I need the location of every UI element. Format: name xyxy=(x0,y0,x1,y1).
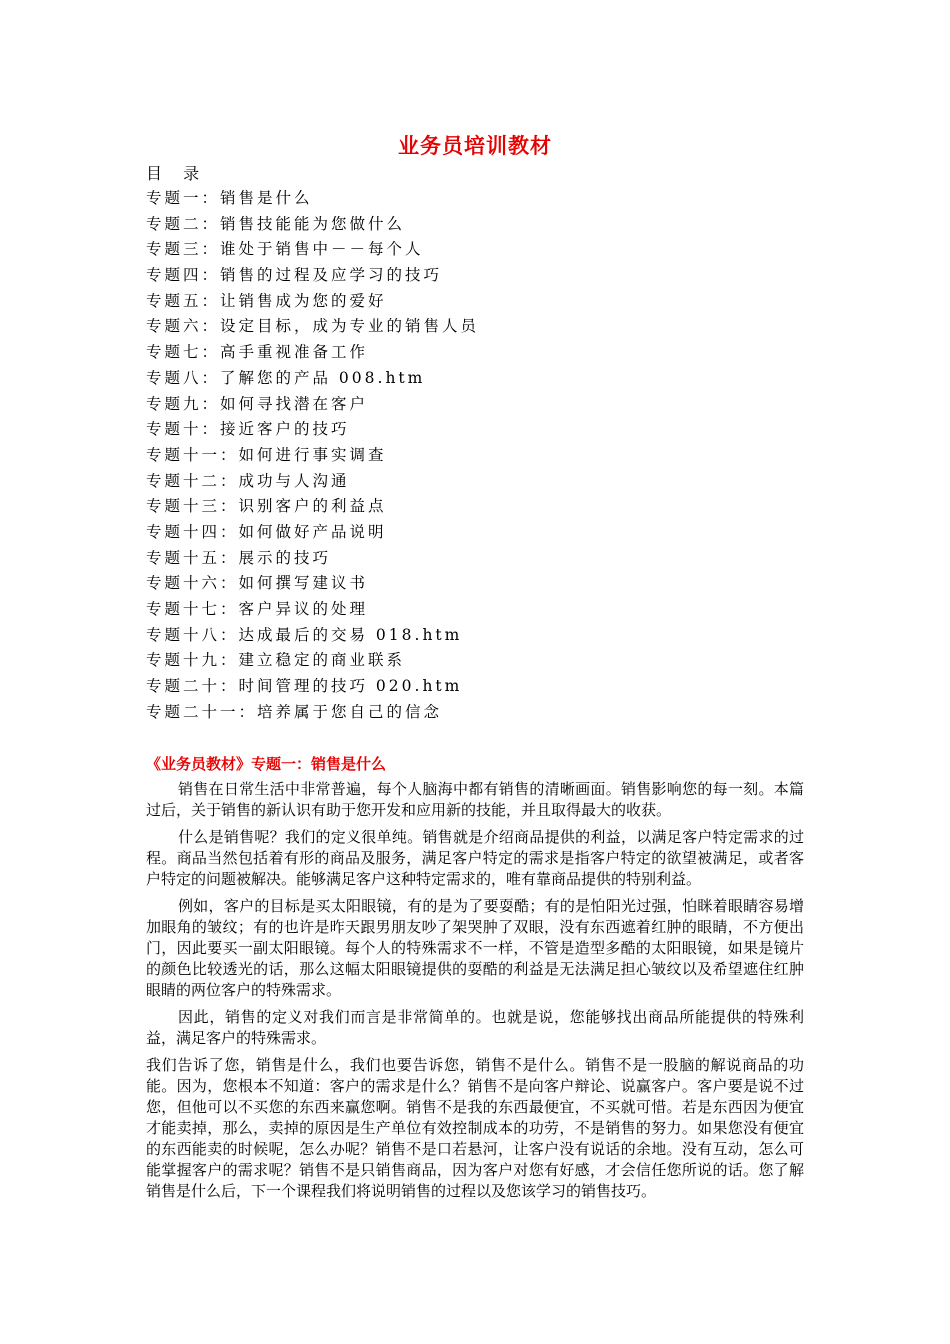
body-paragraph: 例如，客户的目标是买太阳眼镜，有的是为了要耍酷；有的是怕阳光过强，怕眯着眼睛容易增加眼角的皱纹；有的也许是昨天跟男朋友吵了架哭肿了双眼，没有东西遮着红肿的眼睛，不方便出门，因此要买一副太阳眼镜。每个人的特殊需求不一样，不管是造型多酷的太阳眼镜，如果是镜片的颜色比较透光的话，那么这幅太阳眼镜提供的耍酷的利益是无法满足担心皱纹以及希望遮住红肿眼睛的两位客户的特殊需求。 xyxy=(146,897,804,999)
body-paragraph: 因此，销售的定义对我们而言是非常简单的。也就是说，您能够找出商品所能提供的特殊利益，满足客户的特殊需求。 xyxy=(146,1008,804,1047)
toc-item: 专题二十一：培养属于您自己的信念 xyxy=(146,702,443,721)
toc-item: 专题十五：展示的技巧 xyxy=(146,548,332,567)
toc-item: 专题十三：识别客户的利益点 xyxy=(146,497,387,516)
toc-item: 专题二：销售技能能为您做什么 xyxy=(146,214,406,233)
table-of-contents xyxy=(146,186,479,725)
toc-item: 专题四：销售的过程及应学习的技巧 xyxy=(146,266,443,285)
toc-item: 专题十：接近客户的技巧 xyxy=(146,420,350,439)
section-body xyxy=(146,779,804,1208)
toc-item: 专题十四：如何做好产品说明 xyxy=(146,522,387,541)
toc-item: 专题十九：建立稳定的商业联系 xyxy=(146,651,406,670)
section-title: 《业务员教材》专题一：销售是什么 xyxy=(146,755,387,773)
toc-item: 专题二十：时间管理的技巧 020.htm xyxy=(146,677,463,696)
toc-item: 专题八：了解您的产品 008.htm xyxy=(146,368,426,387)
toc-heading: 目 录 xyxy=(146,164,208,183)
toc-item: 专题三：谁处于销售中－－每个人 xyxy=(146,240,424,259)
toc-item: 专题五：让销售成为您的爱好 xyxy=(146,291,387,310)
body-paragraph: 我们告诉了您，销售是什么，我们也要告诉您，销售不是什么。销售不是一股脑的解说商品的功能。因为，您根本不知道：客户的需求是什么？销售不是向客户辩论、说赢客户。客户要是说不过您，但他可以不买您的东西来赢您啊。销售不是我的东西最便宜，不买就可惜。若是东西因为便宜才能卖掉，那么，卖掉的原因是生产单位有效控制成本的功劳，不是销售的努力。如果您没有便宜的东西能卖的时候呢，怎么办呢？销售不是口若悬河，让客户没有说话的余地。没有互动，怎么可能掌握客户的需求呢？销售不是只销售商品，因为客户对您有好感，才会信任您所说的话。您了解销售是什么后，下一个课程我们将说明销售的过程以及您该学习的销售技巧。 xyxy=(146,1056,804,1200)
toc-item: 专题六：设定目标，成为专业的销售人员 xyxy=(146,317,480,336)
toc-item: 专题十二：成功与人沟通 xyxy=(146,471,350,490)
toc-item: 专题十一：如何进行事实调查 xyxy=(146,445,387,464)
toc-item: 专题七：高手重视准备工作 xyxy=(146,343,369,362)
body-paragraph: 什么是销售呢？我们的定义很单纯。销售就是介绍商品提供的利益，以满足客户特定需求的过程。商品当然包括着有形的商品及服务，满足客户特定的需求是指客户特定的欲望被满足，或者客户特定的问题被解决。能够满足客户这种特定需求的，唯有靠商品提供的特别利益。 xyxy=(146,828,804,888)
toc-item: 专题一：销售是什么 xyxy=(146,189,313,207)
toc-item: 专题十七：客户异议的处理 xyxy=(146,600,369,618)
document-title: 业务员培训教材 xyxy=(398,134,552,158)
toc-item: 专题九：如何寻找潜在客户 xyxy=(146,394,369,413)
toc-item: 专题十六：如何撰写建议书 xyxy=(146,574,369,593)
body-paragraph: 销售在日常生活中非常普遍，每个人脑海中都有销售的清晰画面。销售影响您的每一刻。本篇过后，关于销售的新认识有助于您开发和应用新的技能，并且取得最大的收获。 xyxy=(146,780,804,819)
toc-item: 专题十八：达成最后的交易 018.htm xyxy=(146,625,463,644)
